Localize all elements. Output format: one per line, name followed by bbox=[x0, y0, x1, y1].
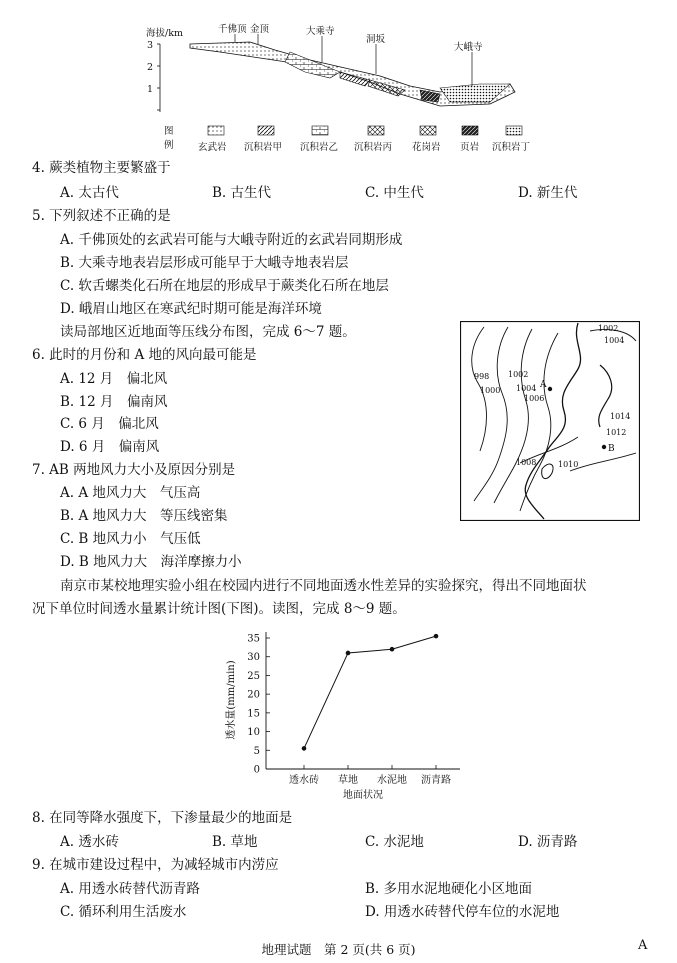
page-version-mark: A bbox=[638, 938, 648, 953]
isobar-label: 1014 bbox=[610, 412, 631, 421]
chart-data-point bbox=[434, 634, 439, 639]
q7-option-c[interactable]: C. B 地风力小 气压低 bbox=[60, 531, 201, 547]
legend-swatch bbox=[506, 126, 522, 135]
isobar-label: 1002 bbox=[598, 324, 619, 333]
profile-tick: 1 bbox=[147, 84, 154, 95]
y-tick-label: 5 bbox=[253, 745, 260, 757]
permeability-chart bbox=[222, 622, 472, 802]
question-9-stem: 9. 在城市建设过程中，为减轻城市内涝应 bbox=[32, 857, 279, 873]
legend-label: 沉积岩甲 bbox=[244, 142, 283, 153]
q9-option-d[interactable]: D. 用透水砖替代停车位的水泥地 bbox=[365, 904, 560, 920]
permeability-chart-svg bbox=[222, 622, 472, 802]
y-tick-label: 30 bbox=[247, 652, 260, 664]
place-label: 大乘寺 bbox=[306, 26, 335, 37]
isobar-label: 1004 bbox=[516, 384, 537, 393]
legend-label: 沉积岩丙 bbox=[354, 142, 393, 153]
y-tick-label: 25 bbox=[247, 670, 260, 682]
legend-swatch bbox=[420, 126, 436, 135]
place-label: 大峨寺 bbox=[454, 42, 483, 53]
chart-y-label: 透水量(mm/min) bbox=[226, 660, 237, 740]
chart-data-point bbox=[346, 651, 351, 656]
q9-option-a[interactable]: A. 用透水砖替代沥青路 bbox=[60, 881, 200, 897]
x-tick-label: 透水砖 bbox=[289, 775, 319, 786]
chart-x-label: 地面状况 bbox=[343, 790, 383, 801]
page-footer: 地理试题 第 2 页(共 6 页) bbox=[261, 942, 416, 957]
y-tick-label: 20 bbox=[247, 689, 260, 701]
isobar-label: 1010 bbox=[558, 460, 579, 469]
y-tick-label: 0 bbox=[253, 764, 260, 776]
q9-option-b[interactable]: B. 多用水泥地硬化小区地面 bbox=[365, 881, 533, 897]
isobar-label: 998 bbox=[474, 372, 490, 381]
q5-option-a[interactable]: A. 千佛顶处的玄武岩可能与大峨寺附近的玄武岩同期形成 bbox=[60, 232, 403, 248]
q4-option-b[interactable]: B. 古生代 bbox=[212, 185, 272, 201]
chart-data-point bbox=[302, 746, 307, 751]
question-5-stem: 5. 下列叙述不正确的是 bbox=[32, 208, 171, 224]
isobar-label: 1008 bbox=[516, 458, 537, 467]
geologic-profile-svg bbox=[140, 22, 540, 180]
q6-option-a[interactable]: A. 12 月 偏北风 bbox=[60, 371, 168, 387]
legend-swatch bbox=[208, 126, 224, 135]
y-tick-label: 35 bbox=[247, 633, 260, 645]
legend-label: 页岩 bbox=[460, 142, 480, 153]
q8-option-b[interactable]: B. 草地 bbox=[212, 834, 258, 850]
q6-option-d[interactable]: D. 6 月 偏南风 bbox=[60, 439, 160, 455]
isobar-label: 1004 bbox=[604, 336, 625, 345]
chart-data-point bbox=[390, 647, 395, 652]
q8-option-c[interactable]: C. 水泥地 bbox=[365, 834, 424, 850]
q4-option-a[interactable]: A. 太古代 bbox=[60, 185, 119, 201]
legend-title: 例 bbox=[164, 140, 174, 151]
profile-tick: 2 bbox=[147, 62, 154, 73]
legend-label: 玄武岩 bbox=[198, 142, 227, 153]
q8-option-a[interactable]: A. 透水砖 bbox=[60, 834, 119, 850]
legend-label: 花岗岩 bbox=[412, 142, 441, 153]
point-b-marker bbox=[602, 445, 606, 449]
point-a-marker bbox=[548, 387, 552, 391]
y-tick-label: 10 bbox=[247, 727, 260, 739]
isobar-map bbox=[460, 321, 640, 521]
legend-swatch bbox=[258, 126, 274, 135]
geologic-profile-figure bbox=[140, 22, 540, 180]
x-tick-label: 水泥地 bbox=[377, 775, 407, 786]
q4-option-c[interactable]: C. 中生代 bbox=[365, 185, 424, 201]
intro-6-7: 读局部地区近地面等压线分布图，完成 6～7 题。 bbox=[60, 324, 356, 340]
question-6-stem: 6. 此时的月份和 A 地的风向最可能是 bbox=[32, 347, 257, 363]
point-b-label: B bbox=[608, 444, 615, 454]
isobar-label: 1002 bbox=[508, 370, 529, 379]
q6-option-c[interactable]: C. 6 月 偏北风 bbox=[60, 416, 159, 432]
question-7-stem: 7. AB 两地风力大小及原因分别是 bbox=[32, 462, 236, 478]
q4-option-d[interactable]: D. 新生代 bbox=[518, 185, 578, 201]
profile-tick: 3 bbox=[147, 40, 154, 51]
legend-swatch bbox=[368, 126, 384, 135]
isobar-label: 1012 bbox=[606, 428, 627, 437]
q5-option-b[interactable]: B. 大乘寺地表岩层形成可能早于大峨寺地表岩层 bbox=[60, 255, 349, 271]
point-a-label: A bbox=[540, 380, 547, 390]
intro-8-9-line2: 况下单位时间透水量累计统计图(下图)。读图，完成 8～9 题。 bbox=[32, 601, 406, 617]
legend-swatch bbox=[312, 126, 328, 135]
legend-label: 沉积岩丁 bbox=[492, 142, 531, 153]
q9-option-c[interactable]: C. 循环利用生活废水 bbox=[60, 904, 187, 920]
intro-8-9-line1: 南京市某校地理实验小组在校园内进行不同地面透水性差异的实验探究，得出不同地面状 bbox=[60, 578, 587, 594]
x-tick-label: 草地 bbox=[338, 775, 358, 786]
legend-label: 沉积岩乙 bbox=[300, 142, 339, 153]
place-label: 金顶 bbox=[250, 24, 270, 35]
legend-swatch bbox=[462, 126, 478, 135]
question-8-stem: 8. 在同等降水强度下，下渗量最少的地面是 bbox=[32, 810, 293, 826]
q7-option-b[interactable]: B. A 地风力大 等压线密集 bbox=[60, 508, 228, 524]
isobar-label: 1000 bbox=[480, 386, 501, 395]
q6-option-b[interactable]: B. 12 月 偏南风 bbox=[60, 394, 168, 410]
place-label: 千佛顶 bbox=[218, 24, 247, 35]
x-tick-label: 沥青路 bbox=[421, 775, 451, 786]
isobar-map-svg bbox=[460, 321, 640, 521]
question-4-stem: 4. 蕨类植物主要繁盛于 bbox=[32, 160, 171, 176]
legend-title: 图 bbox=[164, 126, 174, 137]
q8-option-d[interactable]: D. 沥青路 bbox=[518, 834, 578, 850]
q7-option-a[interactable]: A. A 地风力大 气压高 bbox=[60, 485, 201, 501]
chart-series-line bbox=[304, 636, 436, 748]
place-label: 洞坂 bbox=[366, 34, 386, 45]
y-tick-label: 15 bbox=[247, 708, 260, 720]
q5-option-d[interactable]: D. 峨眉山地区在寒武纪时期可能是海洋环境 bbox=[60, 301, 322, 317]
isobar-label: 1006 bbox=[524, 394, 545, 403]
q7-option-d[interactable]: D. B 地风力大 海洋摩擦力小 bbox=[60, 554, 242, 570]
q5-option-c[interactable]: C. 软舌螺类化石所在地层的形成早于蕨类化石所在地层 bbox=[60, 278, 389, 294]
profile-axis-label: 海拔/km bbox=[146, 28, 183, 39]
